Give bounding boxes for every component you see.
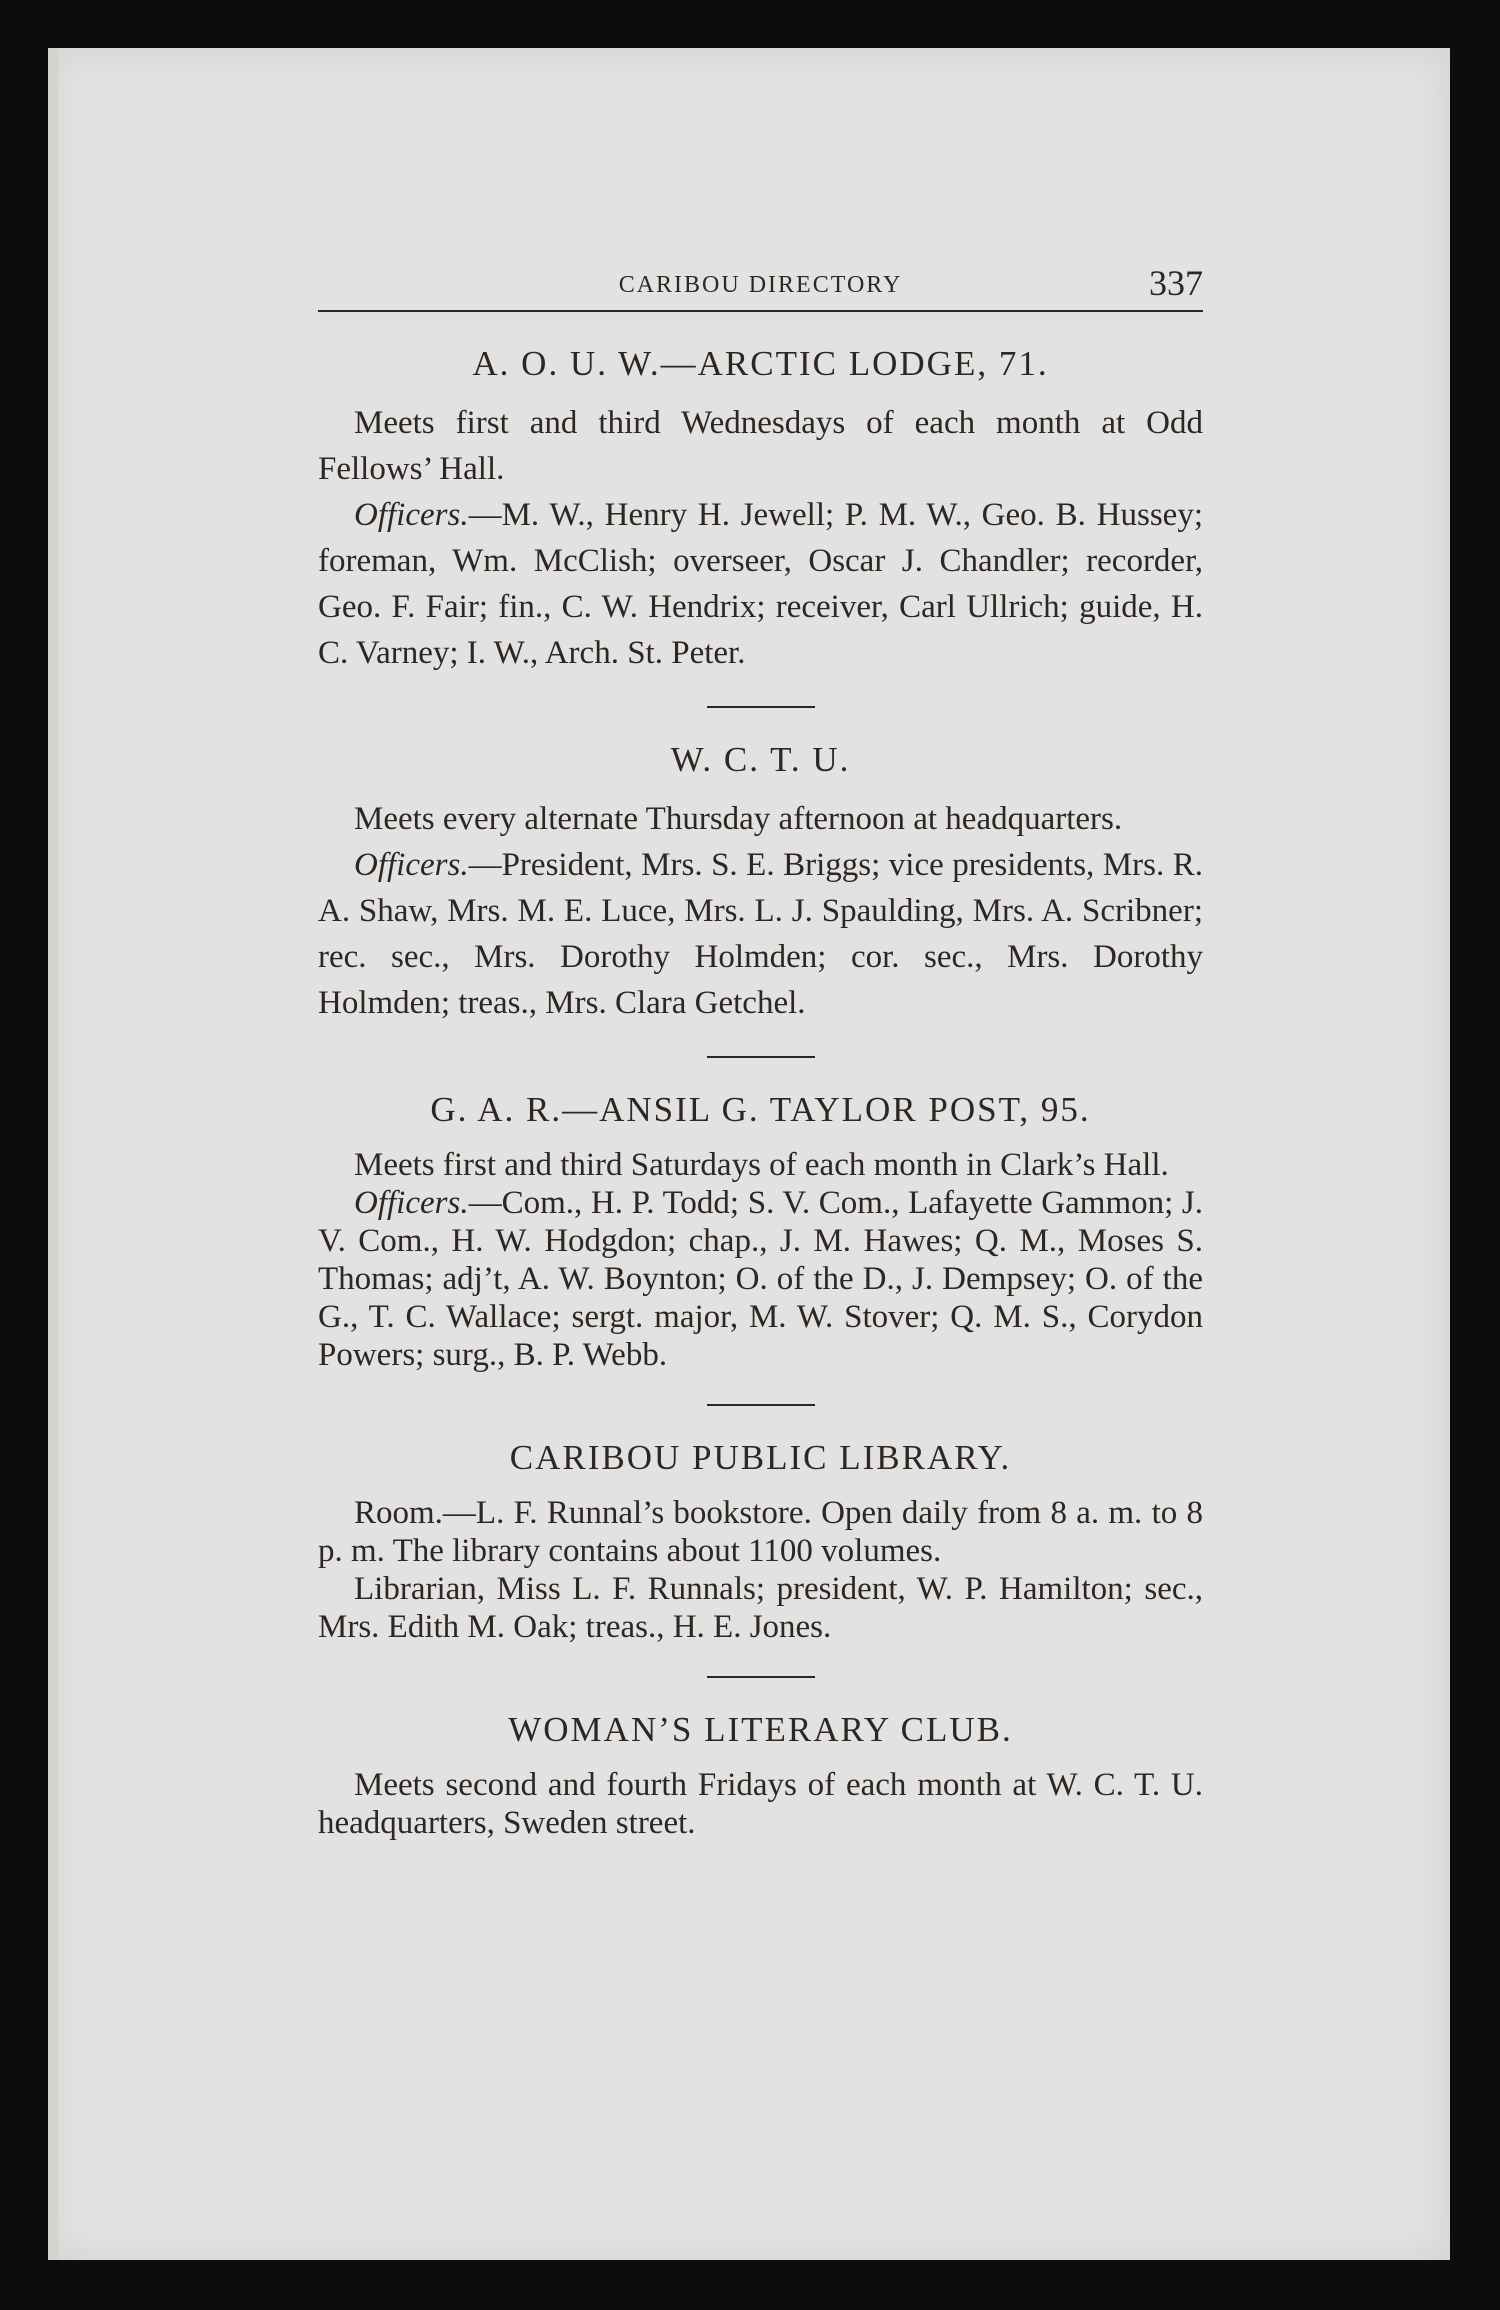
officers-list: —M. W., Henry H. Jewell; P. M. W., Geo. B. Hussey; foreman, Wm. McClish; overseer, Oscar J. Chandler; recorder, Geo. F. Fair; fin., C. W. Hendrix; receiver, Carl Ullrich; guide, H. C. Varney; I. W., Arch. St. Peter. [318, 497, 1203, 671]
section-arctic-lodge [318, 342, 1203, 676]
officers-list: —President, Mrs. S. E. Briggs; vice presidents, Mrs. R. A. Shaw, Mrs. M. E. Luce, Mrs. L. J. Spaulding, Mrs. A. Scribner; rec. sec., Mrs. Dorothy Holmden; cor. sec., Mrs. Dorothy Holmden; treas., Mrs. Clara Getchel. [318, 847, 1203, 1021]
section-heading: W. C. T. U. [670, 740, 851, 779]
meeting-info: Meets first and third Saturdays of each month in Clark’s Hall. [354, 1147, 1169, 1183]
running-head-title: CARIBOU DIRECTORY [618, 272, 903, 298]
officers-list: —Com., H. P. Todd; S. V. Com., Lafayette Gammon; J. V. Com., H. W. Hodgdon; chap., J. M. Hawes; Q. M., Moses S. Thomas; adj’t, A. W. Boynton; O. of the D., J. Dempsey; O. of the G., T. C. Wallace; sergt. major, M. W. Stover; Q. M. S., Corydon Powers; surg., B. P. Webb. [318, 1185, 1203, 1373]
officers-paragraph [318, 842, 1203, 1026]
section-wctu [318, 738, 1203, 1026]
section-divider [707, 706, 815, 708]
officers-list: Librarian, Miss L. F. Runnals; president, W. P. Hamilton; sec., Mrs. Edith M. Oak; treas., H. E. Jones. [318, 1571, 1203, 1645]
section-literary-club [318, 1708, 1203, 1842]
officers-label: Officers. [354, 497, 469, 533]
officers-paragraph [318, 492, 1203, 676]
meeting-info: Meets first and third Wednesdays of each month at Odd Fellows’ Hall. [318, 405, 1203, 487]
officers-paragraph [318, 1184, 1203, 1374]
section-heading: WOMAN’S LITERARY CLUB. [508, 1710, 1013, 1749]
meeting-info: Meets every alternate Thursday afternoon at headquarters. [354, 801, 1123, 837]
page-content [318, 258, 1203, 1842]
running-head [318, 258, 1203, 312]
section-heading: A. O. U. W.—ARCTIC LODGE, 71. [472, 344, 1049, 383]
section-divider [707, 1056, 815, 1058]
section-divider [707, 1676, 815, 1678]
section-heading: G. A. R.—ANSIL G. TAYLOR POST, 95. [430, 1090, 1091, 1129]
section-public-library [318, 1436, 1203, 1646]
officers-label: Officers. [354, 847, 469, 883]
section-gar [318, 1088, 1203, 1374]
meeting-info: Meets second and fourth Fridays of each month at W. C. T. U. headquarters, Sweden street. [318, 1767, 1203, 1841]
section-heading: CARIBOU PUBLIC LIBRARY. [509, 1438, 1012, 1477]
officers-label: Officers. [354, 1185, 469, 1221]
section-divider [707, 1404, 815, 1406]
page-number: 337 [1149, 263, 1203, 303]
page-edge [48, 48, 58, 2260]
room-info: Room.—L. F. Runnal’s bookstore. Open daily from 8 a. m. to 8 p. m. The library contains about 1100 volumes. [318, 1495, 1203, 1569]
